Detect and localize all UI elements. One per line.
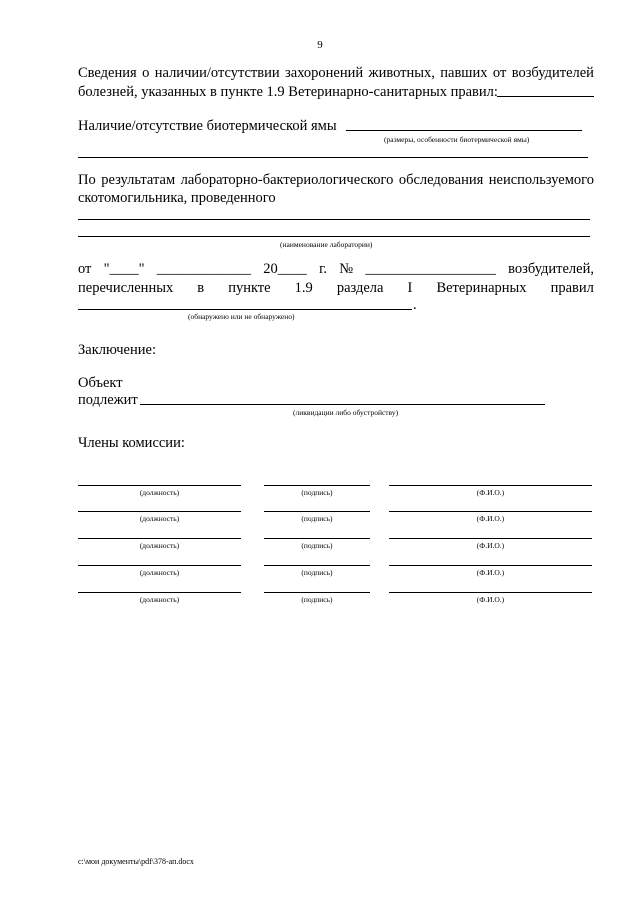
burials-word: о — [142, 65, 150, 81]
lab-word: неиспользуемого — [488, 172, 594, 188]
lab-line-1 — [78, 171, 594, 189]
result-word: в — [197, 280, 205, 296]
position-caption: (должность) — [139, 488, 180, 497]
result-line-1 — [78, 260, 594, 278]
lab-word: обследования — [398, 172, 484, 188]
result-period: . — [413, 297, 417, 313]
signature-line[interactable] — [264, 538, 370, 539]
lab-word: результатам — [101, 172, 176, 188]
result-word: правил — [550, 280, 594, 296]
signature-line[interactable] — [264, 592, 370, 593]
result-word: раздела — [336, 280, 384, 296]
result-word: перечисленных — [78, 280, 174, 296]
result-word: Ветеринарных — [436, 280, 527, 296]
result-word: г. — [319, 261, 327, 277]
page-number: 9 — [317, 39, 323, 51]
lab-line-2: скотомогильника, проведенного — [78, 190, 276, 206]
object-fill-line[interactable] — [140, 404, 545, 405]
signature-caption: (подпись) — [301, 514, 333, 523]
pit-label: Наличие/отсутствие биотермической ямы — [78, 118, 337, 134]
signature-caption: (подпись) — [301, 488, 333, 497]
lab-fill-line-1[interactable] — [78, 219, 590, 220]
burials-line-2: болезней, указанных в пункте 1.9 Ветеринарно-санитарных правил: — [78, 84, 498, 100]
result-word: возбудителей, — [508, 261, 594, 277]
position-line[interactable] — [78, 485, 241, 486]
date-day-field[interactable]: "____" — [103, 261, 145, 277]
position-line[interactable] — [78, 511, 241, 512]
name-caption: (Ф.И.О.) — [476, 595, 505, 604]
burials-word: Сведения — [78, 65, 137, 81]
signature-caption: (подпись) — [301, 541, 333, 550]
burials-word: возбудителей — [511, 65, 594, 81]
burials-word: от — [492, 65, 507, 81]
result-fill-line[interactable] — [78, 309, 412, 310]
number-field[interactable]: __________________ — [365, 261, 496, 277]
lab-word: По — [78, 172, 96, 188]
burials-word: животных, — [368, 65, 435, 81]
position-line[interactable] — [78, 592, 241, 593]
name-line[interactable] — [389, 565, 592, 566]
name-caption: (Ф.И.О.) — [476, 568, 505, 577]
name-line[interactable] — [389, 538, 592, 539]
name-caption: (Ф.И.О.) — [476, 488, 505, 497]
name-caption: (Ф.И.О.) — [476, 541, 505, 550]
burials-line-1 — [78, 64, 594, 82]
result-word: от — [78, 261, 92, 277]
lab-word: лабораторно-бактериологического — [180, 172, 394, 188]
pit-fill-line[interactable] — [346, 130, 582, 131]
name-line[interactable] — [389, 485, 592, 486]
burials-word: захоронений — [285, 65, 364, 81]
date-month-field[interactable]: _____________ — [156, 261, 252, 277]
position-caption: (должность) — [139, 595, 180, 604]
name-caption: (Ф.И.О.) — [476, 514, 505, 523]
pit-fill-line-2[interactable] — [78, 157, 588, 158]
result-word: I — [407, 280, 413, 296]
position-line[interactable] — [78, 538, 241, 539]
object-label-2: подлежит — [78, 392, 138, 408]
footer-file-path: c:\мои документы\pdf\378-ап.docx — [78, 857, 194, 866]
commission-label: Члены комиссии: — [78, 435, 185, 451]
result-word: пункте — [228, 280, 271, 296]
result-word: № — [339, 261, 354, 277]
signature-line[interactable] — [264, 565, 370, 566]
signature-line[interactable] — [264, 511, 370, 512]
result-line-2 — [78, 279, 594, 297]
conclusion-label: Заключение: — [78, 342, 156, 358]
name-line[interactable] — [389, 592, 592, 593]
burials-word: павших — [440, 65, 488, 81]
burials-word: наличии/отсутствии — [154, 65, 280, 81]
result-note: (обнаружено или не обнаружено) — [188, 312, 295, 321]
burials-fill-line[interactable] — [497, 96, 594, 97]
signature-caption: (подпись) — [301, 568, 333, 577]
lab-fill-line-2[interactable] — [78, 236, 590, 237]
pit-note: (размеры, особенности биотермической ямы) — [384, 135, 530, 144]
object-note: (ликвидации либо обустройству) — [293, 408, 399, 417]
position-caption: (должность) — [139, 514, 180, 523]
object-label: Объект — [78, 375, 123, 391]
position-caption: (должность) — [139, 541, 180, 550]
signature-line[interactable] — [264, 485, 370, 486]
result-word: 1.9 — [294, 280, 313, 296]
position-caption: (должность) — [139, 568, 180, 577]
date-year-field[interactable]: 20____ — [263, 261, 307, 277]
position-line[interactable] — [78, 565, 241, 566]
signature-caption: (подпись) — [301, 595, 333, 604]
lab-note: (наименование лаборатории) — [280, 240, 373, 249]
name-line[interactable] — [389, 511, 592, 512]
